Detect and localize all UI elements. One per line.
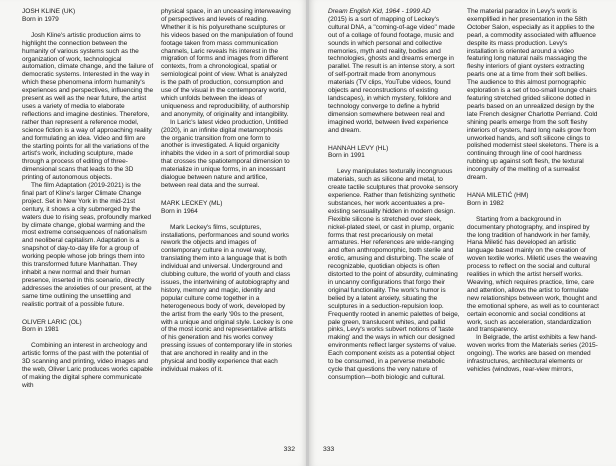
body-paragraph: In Laric's latest video production, Untitled (2020), in an infinite digital metamorphosis the organic transition from one form to another is investigated. A liquid organicity inhabits the video in a sort of primordial soup that crosses the spatiotemporal dimension to materialize in unique forms, in an incessant dialogue between nature and artifice, between real data and the surreal. [161,118,290,189]
artist-birth-year: Born in 1979 [22,15,59,23]
artist-name-heading: HANA MILETIĆ (HM) [467,191,529,199]
artwork-title: Dream English Kid, 1964 - 1999 AD [328,8,431,15]
body-paragraph: The film Adaptation (2019-2021) is the final part of Kline's larger Climate Change project. Set in New York in the mid-21st century, it shows a city submerged by the waters due to rising seas, profoundly marked by climate change, global warming and the most extreme consequences of nationalism and neoliberal capitalism. Adaptation is a snapshot of day-to-day life for a group of working people whose job brings them into this transformed future Manhattan. They inhabit a new normal and their human presence, inserted in this scenario, directly addresses the anxieties of our present, at the same time outlining the unsettling and realistic portrait of a possible future. [22,182,152,308]
body-paragraph: Levy manipulates texturally incongruous materials, such as silicone and metal, to create tactile sculptures that provoke sensory experience. Rather than fetishizing synthetic substances, her work accentuates a pre-existing sensuality hidden in modern design. Flexible silicone is stretched over sleek, nickel-plated steel, or cast in plump, organic forms that rest precariously on metal armatures. Her references are wide-ranging and often anthropomorphic, both sterile and erotic, amusing and disturbing. The scale of recognizable, quotidian objects is often distorted to the point of absurdity, culminating in uncanny configurations that forgo their original functionality. The work's humor is belied by a latent anxiety, situating the sculptures in a seduction-repulsion loop. Frequently rooted in anemic palettes of beige, pale green, translucent whites, and pallid pinks, Levy's works subvert notions of 'taste making' and the ways in which our designed environments reflect larger systems of value. Each component exists as a potential object to be consumed, in a perverse metabolic cycle that questions the very nature of consumption—both biologic and cultural. [328,168,460,381]
right-page [309,0,616,466]
body-paragraph: In Belgrade, the artist exhibits a few hand-woven works from the Materials series (2015-ongoing). The works are based on mended infrastructures, architectural elements or vehicles (windows, rear-view mirrors, [467,334,598,373]
left-page-column-2 [161,8,293,374]
page-number-left: 332 [283,446,295,453]
page-number-right: 333 [323,446,335,453]
artist-name-heading: HANNAH LEVY (HL) [328,144,389,152]
artist-birth-year: Born in 1981 [22,326,59,334]
artist-name-heading: OLIVER LARIC (OL) [22,318,82,326]
right-page-column-2 [467,8,599,374]
body-paragraph: Combining an interest in archeology and artistic forms of the past with the potential of 3D scanning and printing, video images and the web, Oliver Laric produces works capable of making the digital sphere communicate with [22,342,153,389]
artist-name-heading: JOSH KLINE (UK) [22,8,76,15]
body-paragraph: Josh Kline's artistic production aims to highlight the connection between the humanity of various systems such as the organization of work, technological automation, climate change, and the failure of democratic systems. Interested in the way in which these phenomena inform humanity's experiences and perspectives, influencing the present as well as the near future, the artist uses a variety of media to elaborate reflections and imagine destinies. Therefore, rather than represent a reference model, science fiction is a way of approaching reality and formulating an idea. Video and film are the starting points for all the variations of the artist's work, including sculpture, made through a process of editing of three-dimensional scans that leads to the 3D printing of autonomous objects. [22,31,154,182]
left-page-column-1 [22,8,154,390]
body-paragraph: physical space, in an unceasing interweaving of perspectives and levels of reading. Whether it is his polyurethane sculptures or his videos based on the manipulation of found footage taken from mass communication channels, Laric reveals his interest in the migration of forms and images from different contexts, from a chronological, spatial or semiological point of view. What is analyzed is the path of production, consumption and use of the visual in the contemporary world, which unfolds between the ideas of uniqueness and reproducibility, of authorship and anonymity, of originality and intangibility. [161,8,293,118]
left-page [0,0,307,466]
artist-birth-year: Born in 1991 [328,152,365,160]
right-page-column-1 [328,8,460,382]
body-paragraph: The material paradox in Levy's work is exemplified in her presentation in the 58th October Salon, especially as it applies to the pearl, a commodity associated with affluence despite its mass production. Levy's installation is oriented around a video featuring long natural nails massaging the fleshy interiors of giant oysters extracting pearls one at a time from their soft bellies. The audience to this almost pornographic exploration is a set of too-small lounge chairs featuring stretched grided silicone dotted in pearls based on an unrealized design by the late French designer Charlotte Perriand. Cold shining pearls emerge from the soft fleshy interiors of oysters, hard long nails grow from unworked hands, and soft silicone clings to polished modernist steel skeletons. There is a continuing through line of cool hardness rubbing up against soft flesh, the textural incongruity of the melting of a surrealist dream. [467,8,599,182]
artist-name-heading: MARK LECKEY (ML) [161,199,223,207]
artist-birth-year: Born in 1982 [467,199,504,207]
body-paragraph: Mark Leckey's films, sculptures, installations, performances and sound works rework the objects and images of contemporary culture in a novel way, translating them into a language that is both individual and universal. Underground and clubbing culture, the world of youth and class issues, the intertwining of autobiography and history, memory and magic, identity and popular culture come together in a heterogeneous body of work, developed by the artist from the early '90s to the present, with a unique and original style. Leckey is one of the most iconic and representative artists of his generation and his works convey pressing issues of contemporary life in stories that are anchored in reality and in the physical and bodily experience that each individual makes of it. [161,223,293,373]
body-paragraph: Starting from a background in documentary photography, and inspired by the long tradition of handwork in her family, Hana Miletić has developed an artistic language based mainly on the creation of woven textile works. Miletić uses the weaving process to reflect on the social and cultural realities in which the artist herself works. Weaving, which requires practice, time, care and attention, allows the artist to formulate new relationships between work, thought and the emotional sphere, as well as to counteract certain economic and social conditions at work, such as acceleration, standardization and transparency. [467,215,599,334]
body-paragraph: (2015) is a sort of mapping of Leckey's cultural DNA, a "coming-of-age video" made out of a collage of found footage, music and sounds in which personal and collective memories, myth and reality, bodies and technologies, ghosts and dreams emerge in parallel. The result is an intense story, a sort of self-portrait made from anonymous materials (TV clips, YouTube videos, found objects and reconstructions of existing landscapes), in which mystery, folklore and technology converge to define a hybrid dimension somewhere between real and imagined world, between lived experience and dream. [328,15,455,134]
artist-birth-year: Born in 1964 [161,207,198,215]
